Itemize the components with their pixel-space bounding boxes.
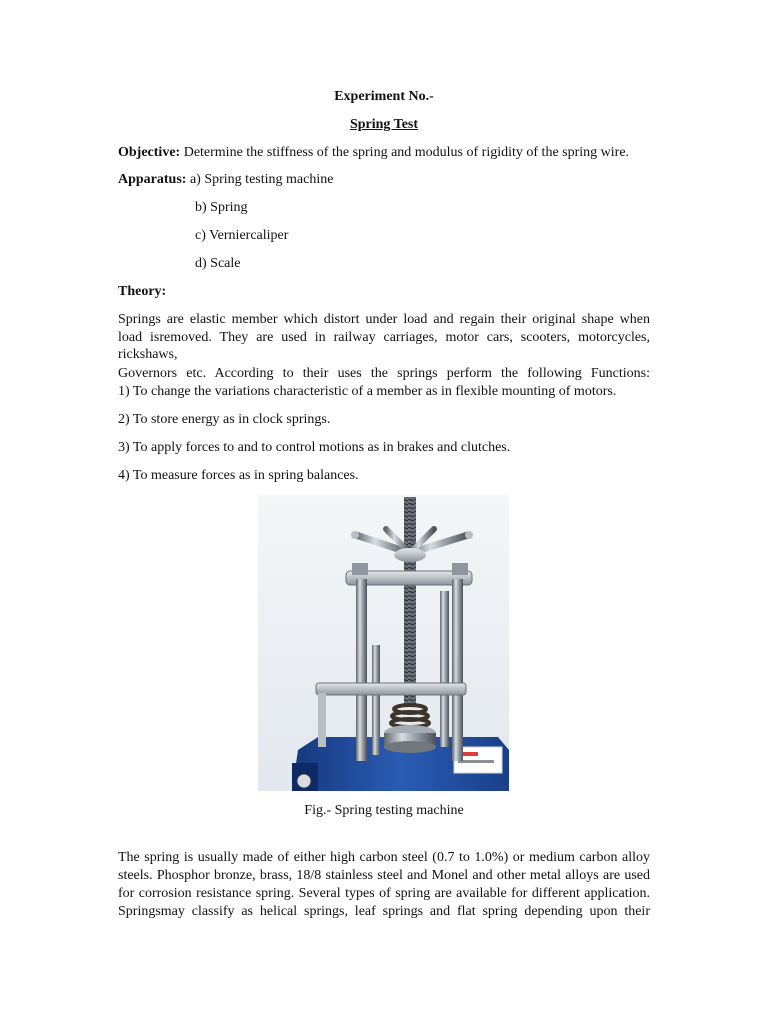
theory-text-line: Springs are elastic member which distort under load and regain their original shape when	[118, 312, 650, 327]
theory-text-line: load isremoved. They are used in railway carriages, motor cars, scooters, motorcycles,	[118, 330, 650, 345]
apparatus-label: Apparatus:	[118, 172, 187, 187]
materials-text-line: Springsmay classify as helical springs, leaf springs and flat spring depending upon their	[118, 904, 650, 919]
experiment-title	[0, 116, 768, 133]
objective-text: Determine the stiffness of the spring and modulus of rigidity of the spring wire.	[180, 145, 630, 160]
theory-text-line: rickshaws,	[118, 347, 178, 362]
apparatus-item: d) Scale	[195, 256, 241, 271]
function-item: 4) To measure forces as in spring balances.	[118, 468, 359, 483]
materials-text-line: The spring is usually made of either high carbon steel (0.7 to 1.0%) or medium carbon alloy	[118, 850, 650, 865]
objective-line	[118, 144, 650, 161]
materials-text-line: steels. Phosphor bronze, brass, 18/8 stainless steel and Monel and other metal alloys are used	[118, 868, 650, 883]
function-item: 2) To store energy as in clock springs.	[118, 412, 331, 427]
spring-testing-machine-photo	[258, 495, 509, 791]
apparatus-item: b) Spring	[195, 200, 248, 215]
objective-label: Objective:	[118, 145, 181, 160]
theory-text-line: Governors etc. According to their uses the springs perform the following Functions:	[118, 366, 650, 381]
apparatus-item: a) Spring testing machine	[189, 172, 334, 187]
experiment-title-text: Spring Test	[349, 117, 419, 132]
apparatus-line	[118, 171, 650, 188]
apparatus-item: c) Verniercaliper	[195, 228, 289, 243]
materials-text-line: for corrosion resistance spring. Several types of spring are available for different application.	[118, 886, 650, 901]
function-item: 1) To change the variations characteristic of a member as in flexible mounting of motors.	[118, 384, 617, 399]
theory-heading: Theory:	[118, 284, 167, 299]
function-item: 3) To apply forces to and to control motions as in brakes and clutches.	[118, 440, 511, 455]
figure-caption: Fig.- Spring testing machine	[304, 803, 464, 818]
experiment-number: Experiment No.-	[334, 89, 434, 104]
